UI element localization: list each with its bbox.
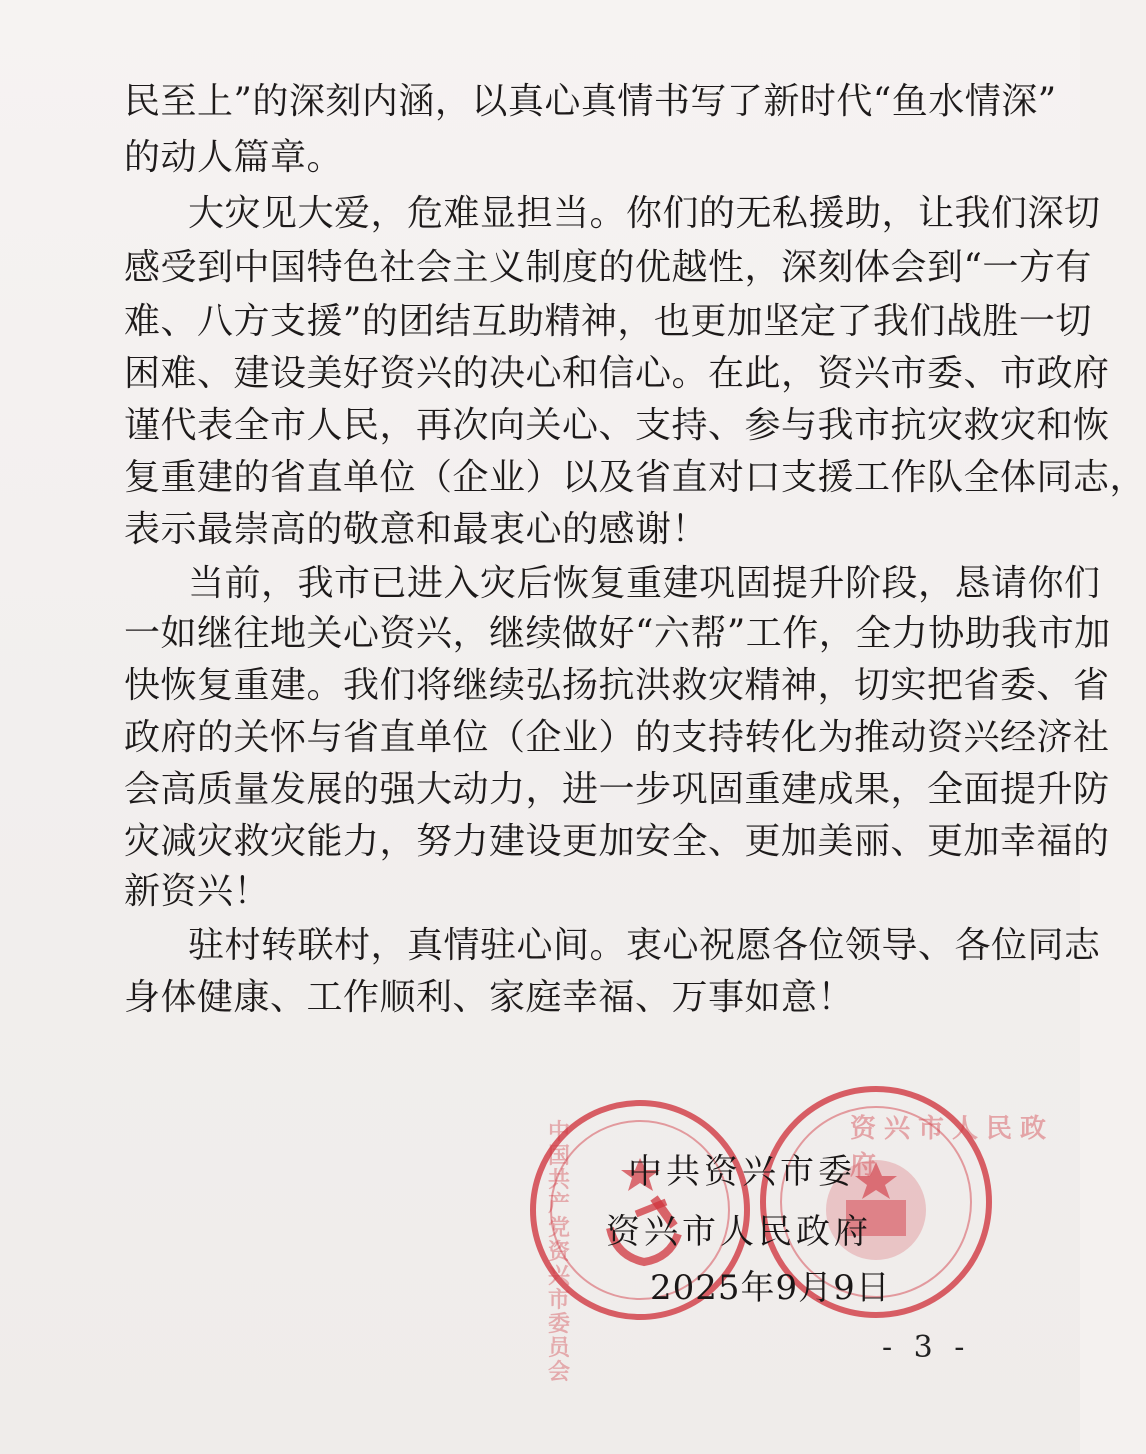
signature-party-committee: 中共资兴市委 — [628, 1152, 856, 1192]
text-line: 民至上”的深刻内涵，以真心真情书写了新时代“鱼水情深” — [124, 81, 1057, 122]
signature-date: 2025年9月9日 — [650, 1268, 891, 1308]
text-line: 灾减灾救灾能力，努力建设更加安全、更加美丽、更加幸福的 — [124, 821, 1110, 862]
text-line: 大灾见大爱，危难显担当。你们的无私援助，让我们深切 — [188, 193, 1101, 234]
text-line: 的动人篇章。 — [124, 137, 344, 178]
text-line: 驻村转联村，真情驻心间。衷心祝愿各位领导、各位同志 — [188, 925, 1101, 966]
text-line: 新资兴！ — [124, 871, 271, 912]
page-number: - 3 - — [882, 1330, 971, 1365]
text-line: 复重建的省直单位（企业）以及省直对口支援工作队全体同志， — [124, 457, 1146, 498]
text-line: 快恢复重建。我们将继续弘扬抗洪救灾精神，切实把省委、省 — [124, 665, 1110, 706]
text-line: 困难、建设美好资兴的决心和信心。在此，资兴市委、市政府 — [124, 353, 1110, 394]
text-line: 一如继往地关心资兴，继续做好“六帮”工作，全力协助我市加 — [124, 613, 1111, 654]
text-line: 政府的关怀与省直单位（企业）的支持转化为推动资兴经济社 — [124, 717, 1110, 758]
text-line: 感受到中国特色社会主义制度的优越性，深刻体会到“一方有 — [124, 247, 1092, 288]
government-seal-text: 资兴市人民政府 — [850, 1114, 1055, 1181]
text-line: 会高质量发展的强大动力，进一步巩固重建成果，全面提升防 — [124, 769, 1110, 810]
text-line: 身体健康、工作顺利、家庭幸福、万事如意！ — [124, 977, 855, 1018]
text-line: 难、八方支援”的团结互助精神，也更加坚定了我们战胜一切 — [124, 301, 1092, 342]
text-line: 当前，我市已进入灾后恢复重建巩固提升阶段，恳请你们 — [188, 563, 1101, 604]
party-seal-text: 中国共产党资兴市委员会 — [548, 1119, 571, 1385]
signature-government: 资兴市人民政府 — [606, 1212, 872, 1252]
text-line: 表示最崇高的敬意和最衷心的感谢！ — [124, 509, 709, 550]
text-line: 谨代表全市人民，再次向关心、支持、参与我市抗灾救灾和恢 — [124, 405, 1110, 446]
